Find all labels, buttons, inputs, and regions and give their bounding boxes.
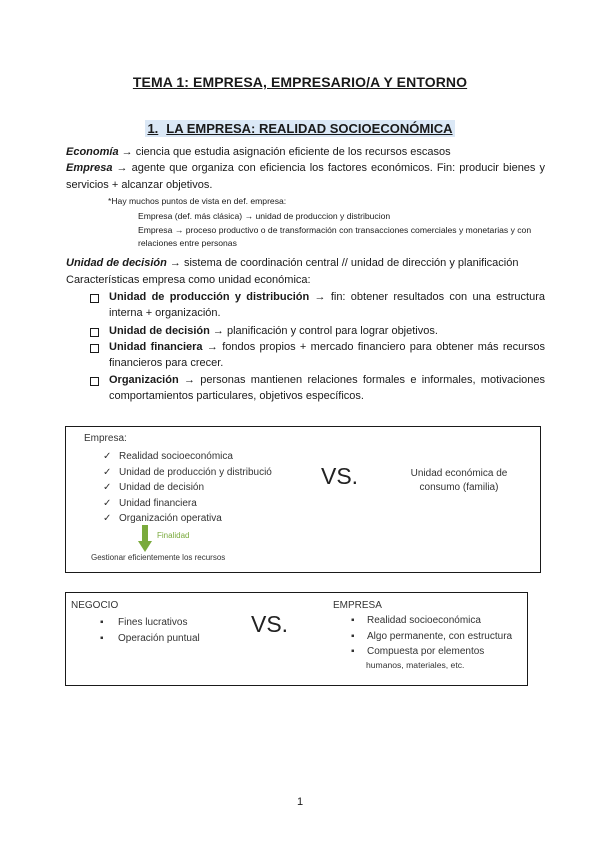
list-item-label: Unidad financiera (119, 497, 197, 509)
bullet-text: → personas mantienen relaciones formales e informales, motivaciones comportamientos particulares, objetivos específicos. (109, 374, 545, 402)
bullet-term: Organización (109, 374, 179, 386)
section-highlight (145, 120, 454, 137)
list-item-label: Compuesta por elementos (367, 646, 485, 657)
list-item (351, 613, 526, 629)
bullet-text: → planificación y control para lograr objetivos. (209, 325, 438, 337)
box2-left-list (100, 615, 250, 646)
list-item (103, 480, 323, 496)
checkbox-bullet-icon (90, 328, 99, 337)
bullet-icon: ▪ (351, 615, 355, 626)
check-icon: ✓ (103, 466, 112, 478)
box2-right-extra: humanos, materiales, etc. (366, 660, 465, 670)
list-item (90, 340, 545, 371)
note-header: *Hay muchos puntos de vista en def. empresa: (108, 196, 287, 206)
unidad-definition (66, 255, 546, 271)
section-label: LA EMPRESA: REALIDAD SOCIOECONÓMICA (166, 121, 453, 136)
box1-footer: Gestionar eficientemente los recursos (91, 553, 226, 562)
bullet-icon: ▪ (351, 630, 355, 642)
box1-list (103, 449, 323, 527)
down-arrow-icon (138, 525, 152, 553)
check-icon: ✓ (103, 513, 112, 524)
empresa-definition (66, 160, 545, 194)
empresa-text: → agente que organiza con eficiencia los factores económicos. Fin: producir bienes y servicios + alcanzar objetivos. (66, 162, 545, 191)
section-number: 1. (147, 121, 159, 136)
list-item-label: Unidad de producción y distribució (119, 466, 272, 478)
unidad-text: → sistema de coordinación central // unidad de dirección y planificación (169, 257, 519, 269)
list-item-label: Unidad de decisión (119, 482, 205, 493)
box1-heading: Empresa: (84, 433, 127, 444)
unidad-term: Unidad de decisión (66, 257, 167, 269)
bullet-icon: ▪ (100, 632, 104, 644)
bullet-text: → fin: obtener resultados con una estructura interna + organización. (109, 291, 545, 319)
box1-right-text: Unidad económica de consumo (familia) (410, 468, 508, 493)
check-icon: ✓ (103, 482, 112, 493)
box2-right-list (351, 613, 526, 660)
list-item-label: Fines lucrativos (118, 617, 188, 628)
checkbox-bullet-icon (90, 377, 99, 386)
bullet-icon: ▪ (100, 617, 104, 628)
list-item (351, 644, 526, 660)
box2-left-heading: NEGOCIO (71, 600, 119, 611)
bullet-term: Unidad de producción y distribución (109, 291, 310, 303)
checkbox-bullet-icon (90, 344, 99, 353)
page-title: TEMA 1: EMPRESA, EMPRESARIO/A Y ENTORNO (132, 74, 468, 90)
section-heading (0, 120, 600, 138)
bullet-term: Unidad financiera (109, 341, 203, 353)
list-item-label: Realidad socioeconómica (119, 451, 233, 462)
economia-definition (66, 144, 546, 160)
list-item (103, 511, 323, 527)
list-item (100, 615, 250, 631)
note-item-2: Empresa → proceso productivo o de transformación con transacciones comerciales y monetarias y con relaciones entre personas (138, 225, 532, 248)
list-item-label: Realidad socioeconómica (367, 615, 481, 626)
economia-text: → ciencia que estudia asignación eficiente de los recursos escasos (121, 146, 451, 158)
comparison-box-negocio-empresa (65, 592, 528, 686)
caracteristicas-intro: Características empresa como unidad económica: (66, 274, 311, 286)
list-item-label: Operación puntual (118, 632, 200, 644)
page-number: 1 (296, 796, 304, 808)
empresa-term: Empresa (66, 162, 113, 174)
note-item-1: Empresa (def. más clásica) → unidad de produccion y distribucion (138, 211, 391, 221)
economia-term: Economía (66, 146, 119, 158)
comparison-box-empresa-familia (65, 426, 541, 573)
list-item (103, 496, 323, 512)
vs-label: VS. (321, 463, 359, 489)
check-icon: ✓ (103, 451, 112, 462)
vs-label: VS. (251, 611, 289, 637)
list-item (103, 449, 323, 465)
arrow-label: Finalidad (157, 531, 190, 540)
bullet-text: → fondos propios + mercado financiero para obtener más recursos financieros para crecer. (109, 341, 545, 369)
list-item (90, 373, 545, 404)
list-item (103, 465, 323, 481)
list-item-label: Organización operativa (119, 513, 222, 524)
list-item-label: Algo permanente, con estructura (367, 630, 513, 642)
list-item (90, 324, 545, 340)
list-item (351, 629, 526, 645)
list-item (100, 631, 250, 647)
box2-right-heading: EMPRESA (333, 600, 382, 611)
checkbox-bullet-icon (90, 294, 99, 303)
bullet-icon: ▪ (351, 646, 355, 657)
bullet-term: Unidad de decisión (109, 325, 210, 337)
check-icon: ✓ (103, 497, 112, 509)
list-item (90, 290, 545, 321)
